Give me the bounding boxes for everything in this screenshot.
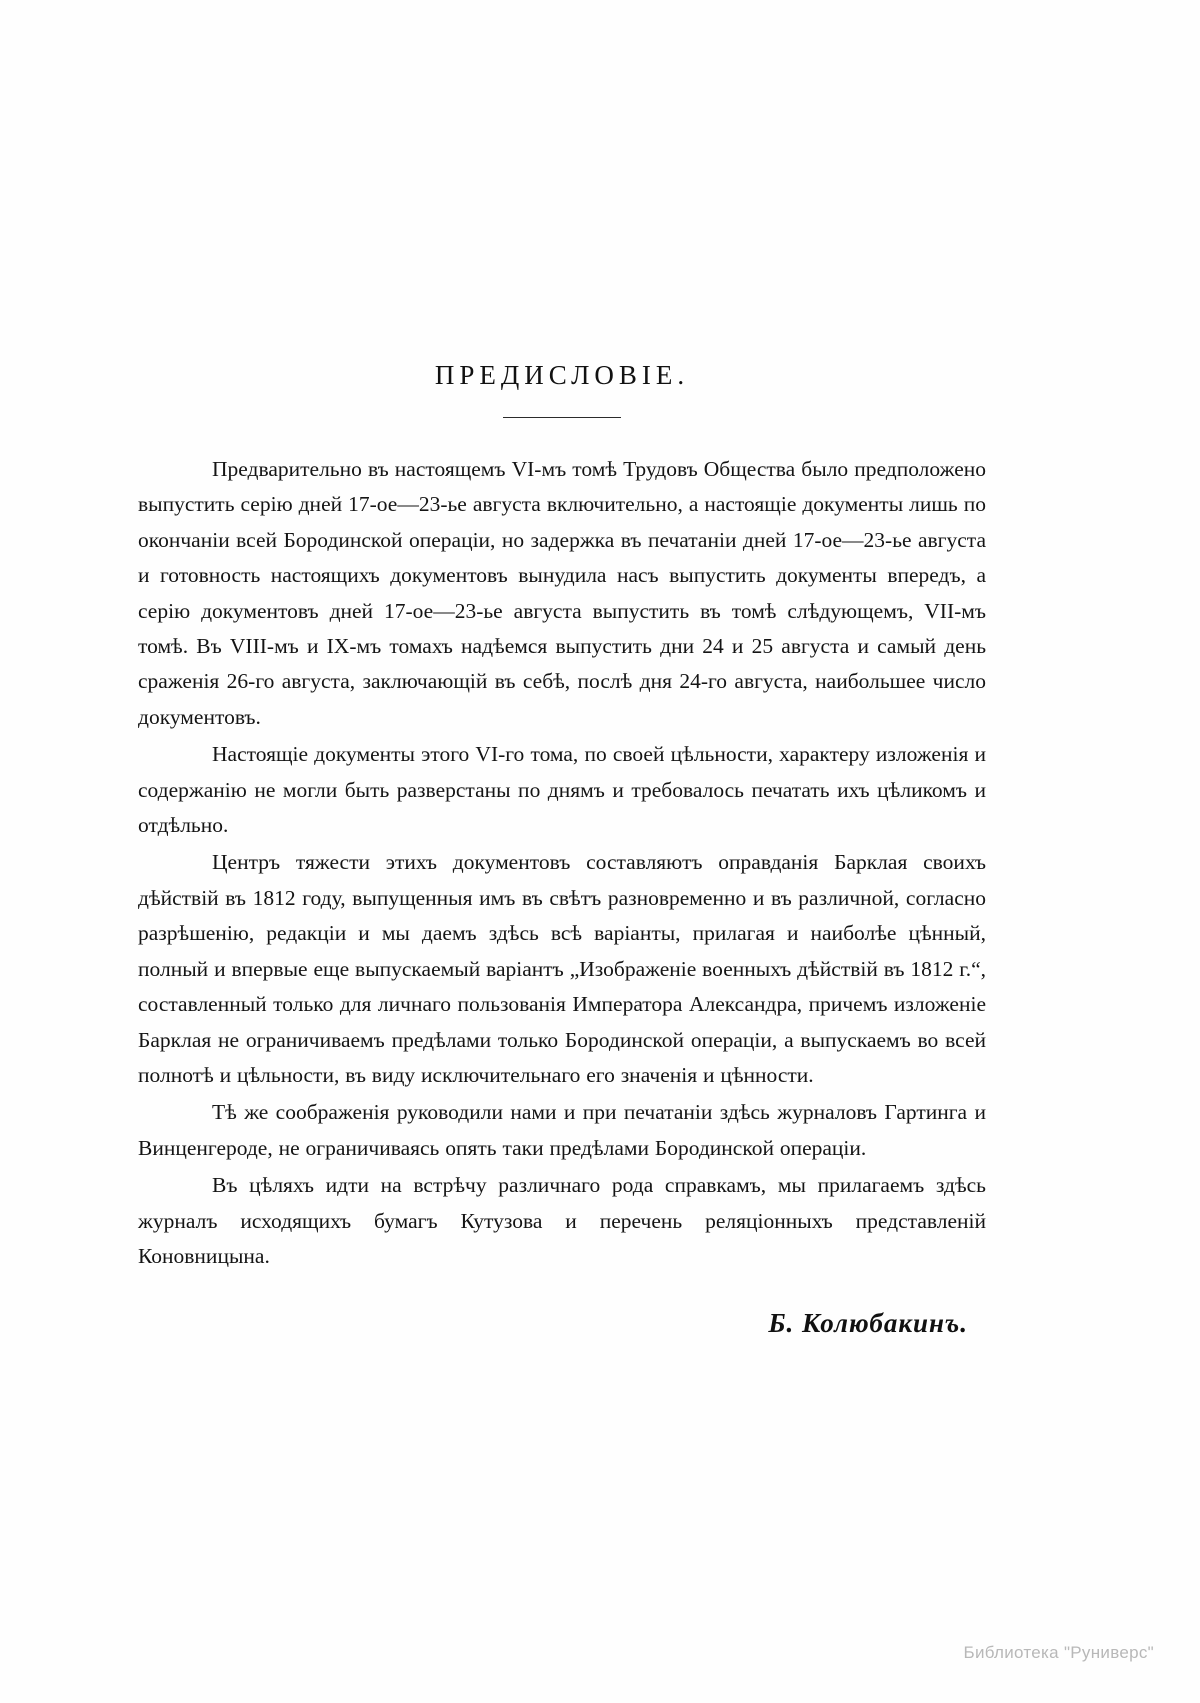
document-body (138, 360, 986, 1339)
paragraph-4: Тѣ же соображенія руководили нами и при печатаніи здѣсь журналовъ Гартинга и Винценгероде, не ограничиваясь опять таки предѣлами Бородинской операціи. (138, 1100, 986, 1160)
paragraph-5: Въ цѣляхъ идти на встрѣчу различнаго рода справкамъ, мы прилагаемъ здѣсь журналъ исходящихъ бумагъ Кутузова и перечень реляціонныхъ представленій Коновницына. (138, 1173, 986, 1268)
title-divider (503, 417, 621, 418)
page-title: ПРЕДИСЛОВІЕ. (434, 360, 690, 390)
paragraph-3: Центръ тяжести этихъ документовъ составляютъ оправданія Барклая своихъ дѣйствій въ 1812 году, выпущенныя имъ въ свѣтъ разновременно и въ различной, согласно разрѣшенію, редакціи и мы даемъ здѣсь всѣ варіанты, прилагая и наиболѣе цѣнный, полный и впервые еще выпускаемый варіантъ „Изображеніе военныхъ дѣйствій въ 1812 г.“, составленный только для личнаго пользованія Императора Александра, причемъ изложеніе Барклая не ограничиваемъ предѣлами только Бородинской операціи, а выпускаемъ во всей полнотѣ и цѣльности, въ виду исключительнаго его значенія и цѣнности. (138, 850, 986, 1087)
author-signature: Б. Колюбакинъ. (768, 1308, 968, 1339)
paragraph-2: Настоящіе документы этого VI-го тома, по своей цѣльности, характеру изложенія и содержанію не могли быть разверстаны по днямъ и требовалось печатать ихъ цѣликомъ и отдѣльно. (138, 742, 986, 838)
paragraph-1: Предварительно въ настоящемъ VI-мъ томѣ Трудовъ Общества было предположено выпустить серію дней 17-ое—23-ье августа включительно, а настоящіе документы лишь по окончаніи всей Бородинской операціи, но задержка въ печатаніи дней 17-ое—23-ье августа и готовность настоящихъ документовъ вынудила насъ выпустить документы впередъ, а серію документовъ дней 17-ое—23-ье августа выпустить въ томѣ слѣдующемъ, VII-мъ томѣ. Въ VIII-мъ и IX-мъ томахъ надѣемся выпустить дни 24 и 25 августа и самый день сраженія 26-го августа, заключающій въ себѣ, послѣ дня 24-го августа, наибольшее число документовъ. (138, 457, 986, 729)
library-watermark: Библиотека "Руниверс" (963, 1643, 1154, 1662)
